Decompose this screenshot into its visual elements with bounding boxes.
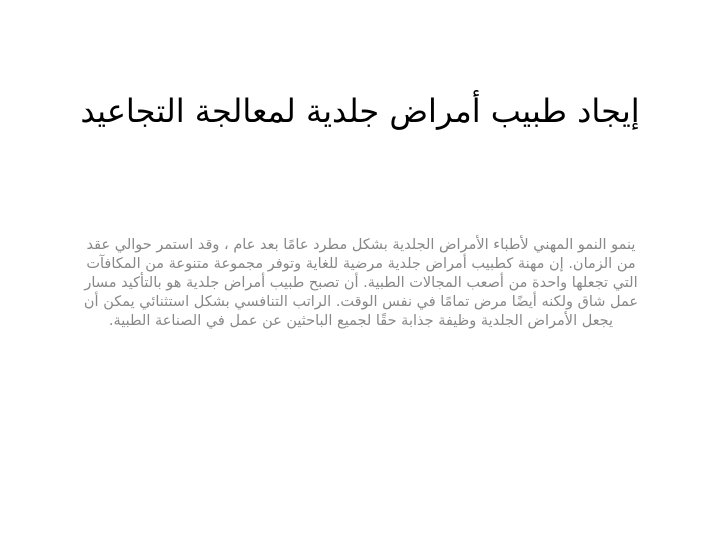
- slide-title: إيجاد طبيب أمراض جلدية لمعالجة التجاعيد: [80, 92, 640, 130]
- slide-body-text: ينمو النمو المهني لأطباء الأمراض الجلدية بشكل مطرد عامًا بعد عام ، وقد استمر حوالي عقد من الزمان. إن مهنة كطبيب أمراض جلدية مرضية للغاية وتوفر مجموعة متنوعة من المكافآت التي تجعلها واحدة من أصعب المجالات الطبية. أن تصبح طبيب أمراض جلدية هو بالتأكيد مسار عمل شاق ولكنه أيضًا مرض تمامًا في نفس الوقت. الراتب التنافسي بشكل استثنائي يمكن أن يجعل الأمراض الجلدية وظيفة جذابة حقًا لجميع الباحثين عن عمل في الصناعة الطبية.: [83, 237, 639, 329]
